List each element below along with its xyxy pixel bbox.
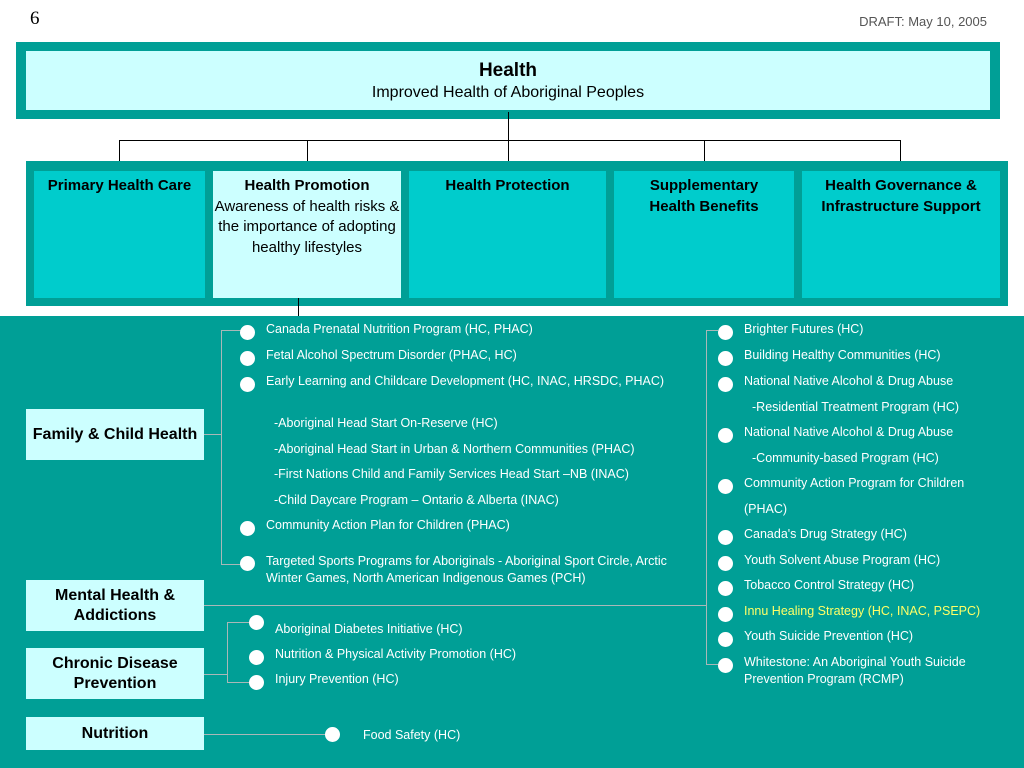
root-title: Health <box>478 60 538 81</box>
draft-date: DRAFT: May 10, 2005 <box>859 14 987 29</box>
category-label: Chronic Disease Prevention <box>52 654 178 692</box>
bullet-icon <box>718 658 733 673</box>
connector <box>227 622 249 623</box>
bullet-icon <box>718 556 733 571</box>
program-item: Community Action Plan for Children (PHAC) <box>266 518 510 532</box>
pillar-health-governance <box>802 171 1000 298</box>
bullet-icon <box>249 615 264 630</box>
category-nutrition <box>26 717 204 750</box>
program-item: Youth Solvent Abuse Program (HC) <box>744 553 941 567</box>
program-subitem: -Community-based Program (HC) <box>752 451 939 465</box>
pillar-title: Supplementary Health Benefits <box>649 177 759 215</box>
program-subitem: -Child Daycare Program – Ontario & Alberta (INAC) <box>274 493 559 507</box>
bullet-icon <box>718 530 733 545</box>
program-item: Fetal Alcohol Spectrum Disorder (PHAC, HC) <box>266 348 517 362</box>
category-label: Family & Child Health <box>32 425 198 443</box>
connector <box>119 140 901 141</box>
bullet-icon <box>249 675 264 690</box>
program-subitem: -Aboriginal Head Start On-Reserve (HC) <box>274 416 498 430</box>
program-item: Youth Suicide Prevention (HC) <box>744 629 914 643</box>
program-item: National Native Alcohol & Drug Abuse <box>744 374 954 388</box>
category-chronic-disease-prevention <box>26 648 204 699</box>
connector <box>298 298 299 316</box>
category-label: Mental Health & Addictions <box>54 586 175 624</box>
connector <box>227 682 249 683</box>
program-item-highlighted: Innu Healing Strategy (HC, INAC, PSEPC) <box>744 604 981 618</box>
program-item: Community Action Program for Children <box>744 476 965 490</box>
bullet-icon <box>718 479 733 494</box>
bullet-icon <box>249 650 264 665</box>
category-family-child-health <box>26 409 204 460</box>
bullet-icon <box>718 607 733 622</box>
bullet-icon <box>325 727 340 742</box>
bullet-icon <box>718 325 733 340</box>
program-item: Canada Prenatal Nutrition Program (HC, PHAC) <box>266 322 533 336</box>
bullet-icon <box>718 428 733 443</box>
connector <box>508 112 509 140</box>
slide-number: 6 <box>30 8 40 29</box>
program-item: Building Healthy Communities (HC) <box>744 348 941 362</box>
bullet-icon <box>240 325 255 340</box>
program-item: National Native Alcohol & Drug Abuse <box>744 425 954 439</box>
bullet-icon <box>240 377 255 392</box>
connector <box>221 330 241 331</box>
pillar-supplementary-health-benefits <box>614 171 794 298</box>
bullet-icon <box>240 556 255 571</box>
root-box <box>26 51 990 110</box>
program-item: Injury Prevention (HC) <box>275 672 399 686</box>
connector <box>204 734 326 735</box>
category-mental-health-addictions <box>26 580 204 631</box>
program-item: Brighter Futures (HC) <box>744 322 864 336</box>
connector <box>706 664 718 665</box>
connector <box>221 564 241 565</box>
pillar-title: Health Governance & Infrastructure Support <box>821 177 981 215</box>
bullet-icon <box>718 377 733 392</box>
category-label: Nutrition <box>81 724 149 742</box>
connector <box>706 330 718 331</box>
program-item: Whitestone: An Aboriginal Youth Suicide Prevention Program (RCMP) <box>744 655 966 686</box>
program-item: Canada's Drug Strategy (HC) <box>744 527 907 541</box>
connector <box>227 622 228 683</box>
bullet-icon <box>240 521 255 536</box>
connector <box>706 330 707 665</box>
bullet-icon <box>240 351 255 366</box>
pillar-title: Health Promotion <box>244 177 370 194</box>
pillar-description: Awareness of health risks & the importance of adopting healthy lifestyles <box>214 197 400 256</box>
program-item: Nutrition & Physical Activity Promotion (HC) <box>275 647 517 661</box>
bullet-icon <box>718 632 733 647</box>
pillar-primary-health-care <box>34 171 205 298</box>
program-item: Targeted Sports Programs for Aboriginals - Aboriginal Sport Circle, Arctic Winter Games, North American Indigenous Games (PCH) <box>266 554 667 585</box>
program-item: Food Safety (HC) <box>363 728 461 742</box>
program-subitem: -Residential Treatment Program (HC) <box>752 400 960 414</box>
program-item-continued: (PHAC) <box>744 502 788 516</box>
program-subitem: -First Nations Child and Family Services Head Start –NB (INAC) <box>274 467 629 481</box>
connector <box>204 434 222 435</box>
program-item: Early Learning and Childcare Development (HC, INAC, HRSDC, PHAC) <box>266 374 665 388</box>
pillar-title: Primary Health Care <box>47 177 192 194</box>
program-item: Tobacco Control Strategy (HC) <box>744 578 915 592</box>
pillar-health-promotion <box>213 171 401 298</box>
connector <box>204 674 228 675</box>
pillar-title: Health Protection <box>445 177 570 194</box>
connector <box>204 605 707 606</box>
bullet-icon <box>718 581 733 596</box>
connector <box>221 330 222 565</box>
root-subtitle: Improved Health of Aboriginal Peoples <box>371 84 645 101</box>
pillar-health-protection <box>409 171 606 298</box>
bullet-icon <box>718 351 733 366</box>
program-subitem: -Aboriginal Head Start in Urban & Northern Communities (PHAC) <box>274 442 635 456</box>
program-item: Aboriginal Diabetes Initiative (HC) <box>275 622 463 636</box>
